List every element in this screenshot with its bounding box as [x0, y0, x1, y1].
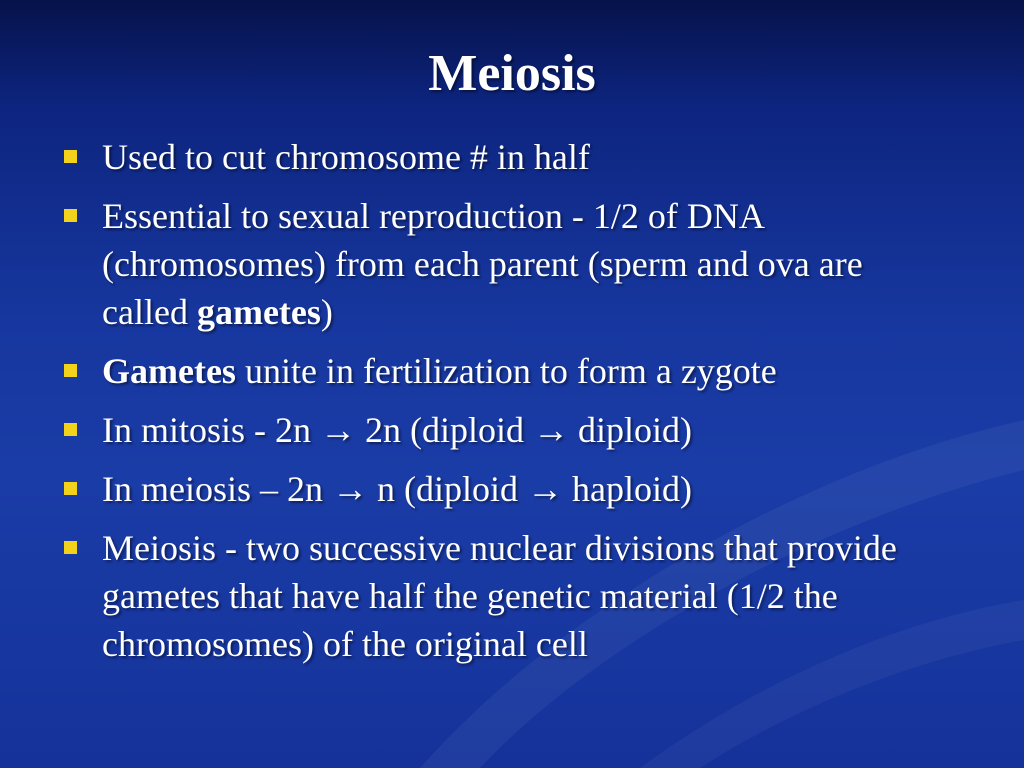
- slide-title: Meiosis: [428, 45, 596, 102]
- bullet-square-icon: [64, 423, 77, 436]
- bullet-item: [62, 524, 942, 668]
- bullet-item: [62, 133, 942, 181]
- bullet-text: Essential to sexual reproduction - 1/2 of DNA (chromosomes) from each parent (sperm and ova are called: [102, 196, 863, 332]
- bullet-text: ): [320, 292, 333, 332]
- bullet-item: [62, 465, 942, 513]
- arrow-right-icon: →: [533, 410, 570, 450]
- bullet-list: [62, 133, 942, 679]
- bullet-text: In mitosis - 2n: [102, 410, 321, 450]
- arrow-right-icon: →: [527, 469, 563, 509]
- bold-term: Gametes: [102, 351, 236, 391]
- bullet-text: diploid): [569, 410, 693, 450]
- bullet-text: Meiosis - two successive nuclear divisions that provide gametes that have half the genetic material (1/2 the chromosomes) of the original cell: [102, 528, 897, 664]
- bullet-square-icon: [64, 364, 77, 377]
- bullet-square-icon: [64, 209, 77, 222]
- bold-term: gametes: [196, 292, 321, 332]
- bullet-text: In meiosis – 2n: [102, 469, 332, 509]
- bullet-text: n (diploid: [368, 469, 527, 509]
- bullet-text: unite in fertilization to form a zygote: [235, 351, 777, 391]
- bullet-text: Used to cut chromosome # in half: [102, 137, 590, 177]
- bullet-item: [62, 347, 942, 395]
- bullet-item: [62, 406, 942, 454]
- bullet-text: haploid): [563, 469, 692, 509]
- arrow-right-icon: →: [320, 410, 357, 450]
- bullet-text: 2n (diploid: [356, 410, 534, 450]
- bullet-square-icon: [64, 482, 77, 495]
- bullet-square-icon: [64, 541, 77, 554]
- bullet-square-icon: [64, 150, 77, 163]
- bullet-item: [62, 192, 942, 336]
- arrow-right-icon: →: [332, 469, 368, 509]
